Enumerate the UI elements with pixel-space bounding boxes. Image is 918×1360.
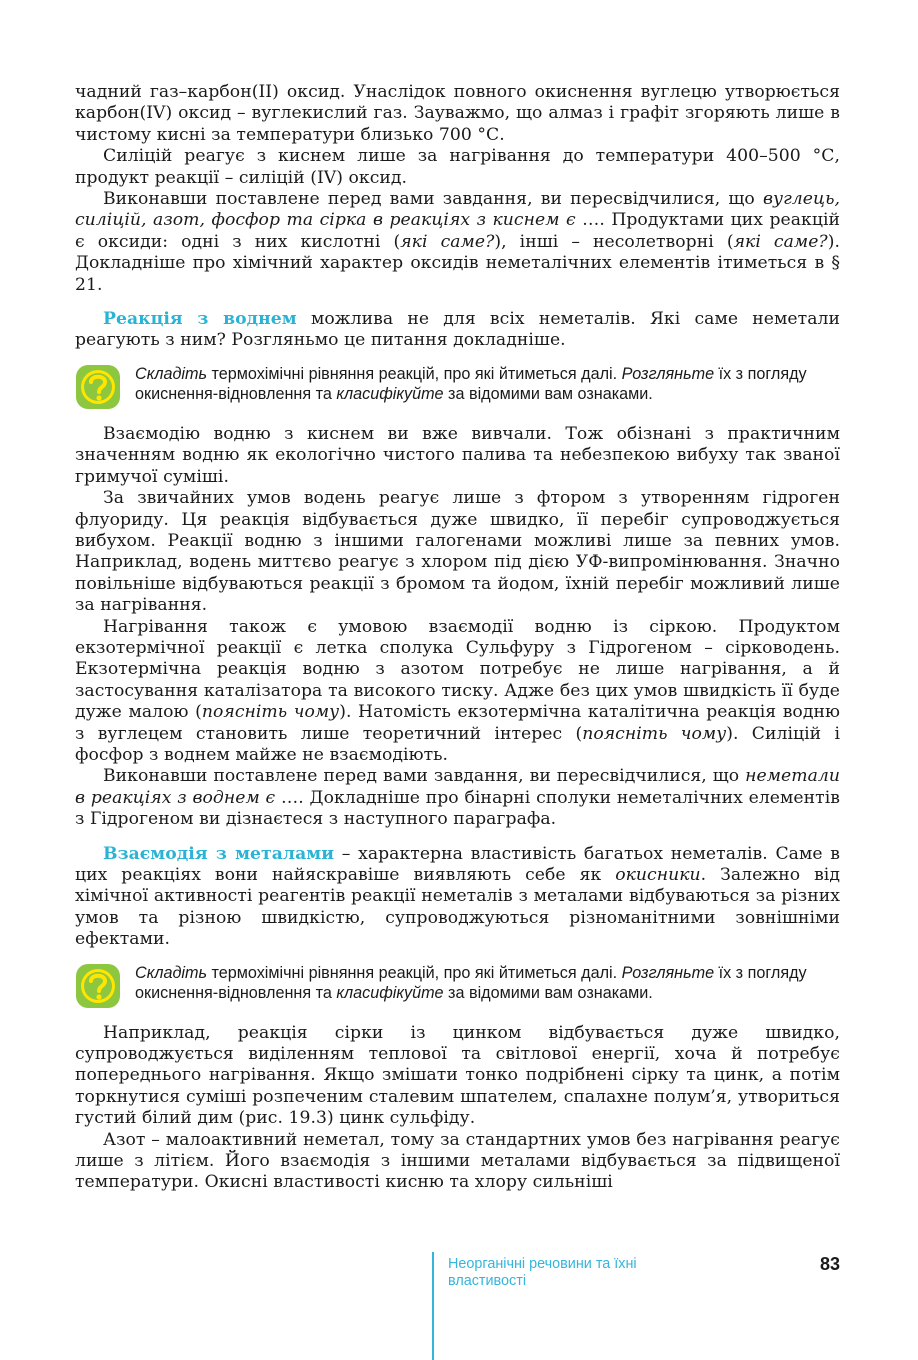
task-text: Складіть термохімічні рівняння реакцій, про які йтиметься далі. Розгляньте їх з погляду окиснення-відновлення та класифікуйте за відомими вам ознаками. [135, 364, 807, 404]
paragraph: чадний газ–карбон(II) оксид. Унаслідок повного окиснення вуглецю утворюється карбон(IV) оксид – вуглекислий газ. Зауважмо, що алмаз і графіт згоряють лише в чистому кисні за температури близько 700 °С. [75, 82, 840, 145]
paragraph: Виконавши поставлене перед вами завдання, ви пересвідчилися, що неметали в реакціях з воднем є …. Докладніше про бінарні сполуки неметалічних елементів з Гідрогеном ви дізнаєтеся з наступного параграфа. [75, 766, 840, 830]
footer-section-title: Неорганічні речовини та їхні властивості [448, 1256, 637, 1289]
task-box [75, 963, 840, 1009]
paragraph: Силіцій реагує з киснем лише за нагрівання до температури 400–500 °С, продукт реакції – силіцій (IV) оксид. [75, 146, 840, 188]
paragraph: Нагрівання також є умовою взаємодії водню із сіркою. Продуктом екзотермічної реакції є летка сполука Сульфуру з Гідрогеном – сірководень. Екзотермічна реакція водню з азотом потребує не лише нагрівання, а й застосування каталізатора та високого тиску. Адже без цих умов швидкість її буде дуже малою (поясніть чому). Натомість екзотермічна каталітична реакція водню з вуглецем становить лише теоретичний інтерес (поясніть чому). Силіцій і фосфор з воднем майже не взаємодіють. [75, 616, 840, 765]
paragraph: Реакція з воднем можлива не для всіх неметалів. Які саме неметали реагують з ним? Розгляньмо це питання докладніше. [75, 309, 840, 351]
paragraph: За звичайних умов водень реагує лише з фтором з утворенням гідроген флуориду. Ця реакція відбувається дуже швидко, її перебіг супроводжується вибухом. Реакції водню з іншими галогенами можливі лише за певних умов. Наприклад, водень миттєво реагує з хлором під дією УФ-випромінювання. Значно повільніше відбуваються реакції з бромом та йодом, їхній перебіг можливий лише за нагрівання. [75, 488, 840, 616]
page-number: 83 [819, 1254, 840, 1274]
task-text: Складіть термохімічні рівняння реакцій, про які йтиметься далі. Розгляньте їх з погляду окиснення-відновлення та класифікуйте за відомими вам ознаками. [135, 963, 807, 1003]
paragraph: Взаємодію водню з киснем ви вже вивчали. Тож обізнані з практичним значенням водню як екологічно чистого палива та небезпекою вибуху так званої гримучої суміші. [75, 423, 840, 487]
question-icon [75, 963, 121, 1009]
keyword-heading: Реакція з воднем [103, 309, 297, 330]
question-icon [75, 364, 121, 410]
keyword-heading: Взаємодія з металами [103, 843, 335, 864]
footer-divider [432, 1252, 434, 1360]
paragraph: Азот – малоактивний неметал, тому за стандартних умов без нагрівання реагує лише з літієм. Його взаємодія з іншими металами відбувається за підвищеної температури. Окисні властивості кисню та хлору сильніші [75, 1129, 840, 1193]
task-box [75, 364, 840, 410]
paragraph: Наприклад, реакція сірки із цинком відбувається дуже швидко, супроводжується виділенням теплової та світлової енергії, хоча й потребує попереднього нагрівання. Якщо змішати тонко подрібнені сірку та цинк, а потім торкнутися суміші розпеченим сталевим шпателем, спалахне полум’я, утвориться густий білий дим (рис. 19.3) цинк сульфіду. [75, 1022, 840, 1129]
paragraph: Виконавши поставлене перед вами завдання, ви пересвідчилися, що вуглець, силіцій, азот, фосфор та сірка в реакціях з киснем є …. Продуктами цих реакцій є оксиди: одні з них кислотні (які саме?), інші – несолетворні (які саме?). Докладніше про хімічний характер оксидів неметалічних елементів ітиметься в § 21. [75, 189, 840, 295]
paragraph: Взаємодія з металами – характерна властивість багатьох неметалів. Саме в цих реакціях вони найяскравіше виявляють себе як окисники. Залежно від хімічної активності реагентів реакції неметалів з металами відбуваються за різних умов та різною швидкістю, супроводжуються різноманітними зовнішніми ефектами. [75, 843, 840, 950]
page-content [75, 82, 840, 1194]
